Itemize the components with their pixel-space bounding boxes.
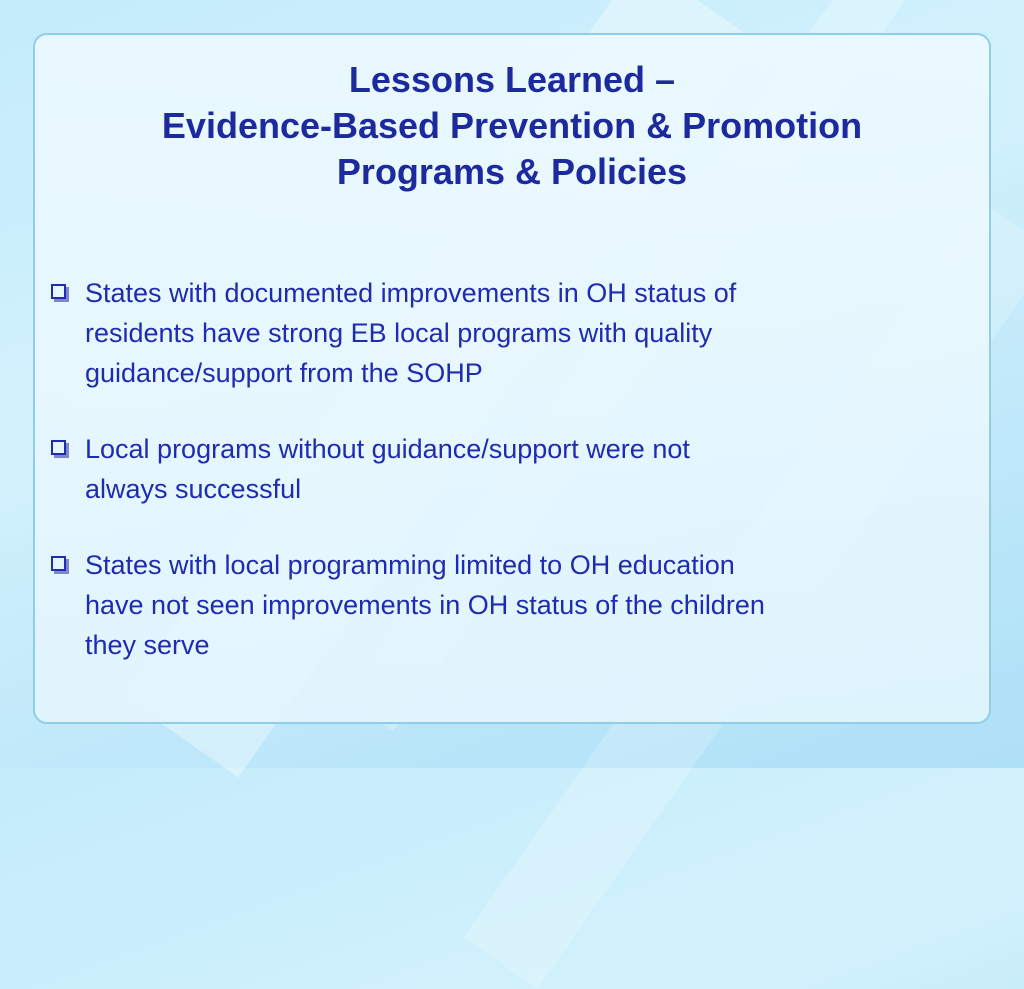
bullet-list — [49, 273, 969, 665]
checkbox-bullet-icon — [51, 284, 66, 299]
title-line: Evidence-Based Prevention & Promotion — [161, 105, 863, 146]
bullet-line: they serve — [85, 630, 210, 660]
bullet-line: guidance/support from the SOHP — [85, 358, 483, 388]
title-line: Programs & Policies — [336, 151, 688, 192]
content-panel — [33, 33, 991, 724]
bullet-item — [49, 429, 969, 509]
bullet-line: States with documented improvements in OH status of — [85, 278, 737, 308]
checkbox-bullet-icon — [51, 440, 66, 455]
bullet-item — [49, 545, 969, 665]
checkbox-bullet-icon — [51, 556, 66, 571]
title-line: Lessons Learned – — [348, 59, 676, 100]
bullet-line: residents have strong EB local programs with quality — [85, 318, 713, 348]
slide-title — [35, 57, 989, 195]
bullet-line: States with local programming limited to OH education — [85, 550, 735, 580]
bullet-item — [49, 273, 969, 393]
bullet-line: always successful — [85, 474, 302, 504]
bullet-line: Local programs without guidance/support were not — [85, 434, 690, 464]
bullet-line: have not seen improvements in OH status of the children — [85, 590, 765, 620]
